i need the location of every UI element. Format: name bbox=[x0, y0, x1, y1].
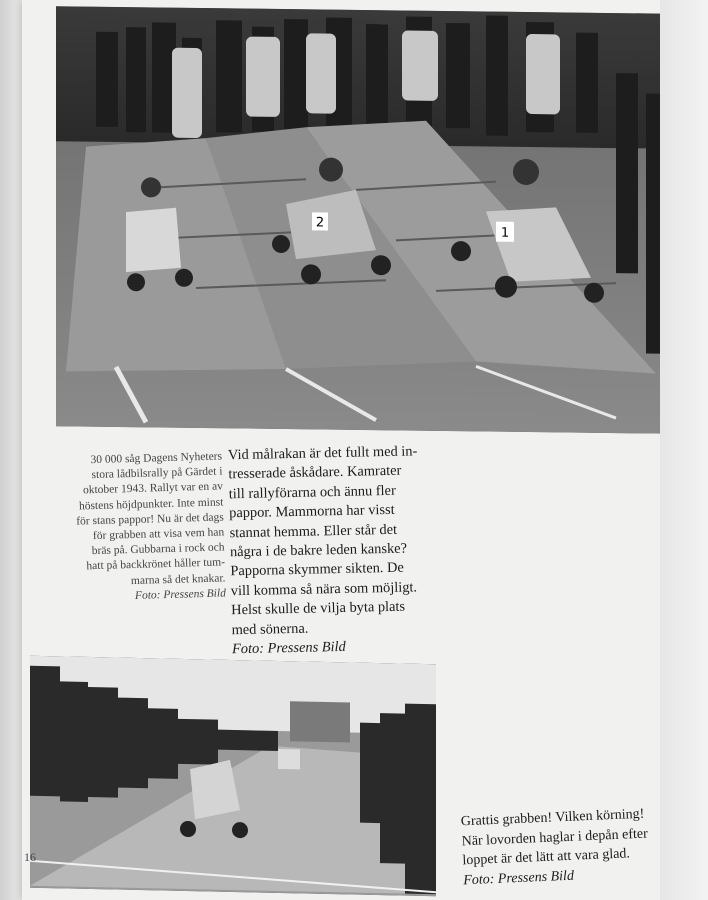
book-page bbox=[22, 0, 662, 900]
caption-line: loppet är det lätt att vara glad. bbox=[462, 846, 631, 869]
caption-line: När lovorden haglar i depån efter bbox=[461, 826, 649, 849]
caption-line: med sönerna. bbox=[231, 620, 309, 638]
car-number-1: 1 bbox=[500, 225, 510, 241]
car-number-2: 2 bbox=[315, 215, 325, 231]
caption-line: några i de bakre leden kanske? bbox=[229, 540, 408, 561]
caption-photo-bottom bbox=[460, 804, 671, 891]
book-edge bbox=[660, 0, 708, 900]
caption-line: Helst skulle de vilja byta plats bbox=[231, 598, 406, 619]
page-number: 16 bbox=[24, 850, 36, 864]
caption-line: Vid målrakan är det fullt med in- bbox=[227, 443, 418, 464]
caption-line: Papporna skymmer sikten. De bbox=[230, 560, 405, 580]
photo-credit: Foto: Pressens Bild bbox=[462, 868, 575, 888]
caption-photo-top-small bbox=[40, 449, 226, 606]
caption-line: Grattis grabben! Vilken körning! bbox=[460, 806, 645, 830]
caption-line: pappor. Mammorna har visst bbox=[229, 502, 395, 522]
book-spine-shadow bbox=[0, 0, 22, 900]
caption-line: höstens höjdpunkter. Inte minst bbox=[78, 496, 224, 513]
caption-line: marna så det knakar. bbox=[130, 572, 226, 587]
photo-soapbox-ramp bbox=[56, 6, 672, 434]
caption-line: hatt på backkrönet håller tum- bbox=[86, 556, 226, 573]
photo-soapbox-road bbox=[30, 656, 436, 897]
caption-main-text bbox=[228, 442, 452, 660]
caption-line: för grabben att visa vem han bbox=[92, 526, 225, 543]
caption-line: tresserade åskådare. Kamrater bbox=[228, 463, 402, 483]
caption-line: till rallyförarna och ännu fler bbox=[228, 482, 396, 503]
photo-credit: Foto: Pressens Bild bbox=[231, 638, 346, 658]
caption-line: oktober 1943. Rallyt var en av bbox=[82, 480, 224, 497]
caption-line: vill komma så nära som möjligt. bbox=[230, 579, 418, 600]
caption-line: stannat hemma. Eller står det bbox=[229, 521, 398, 541]
caption-line: bräs på. Gubbarna i rock och bbox=[91, 541, 225, 558]
caption-line: stora lådbilsrally på Gärdet i bbox=[91, 465, 223, 482]
caption-line: för stans pappor! Nu är det dags bbox=[76, 511, 224, 528]
photo-credit: Foto: Pressens Bild bbox=[134, 587, 227, 602]
caption-line: 30 000 såg Dagens Nyheters bbox=[90, 450, 223, 467]
